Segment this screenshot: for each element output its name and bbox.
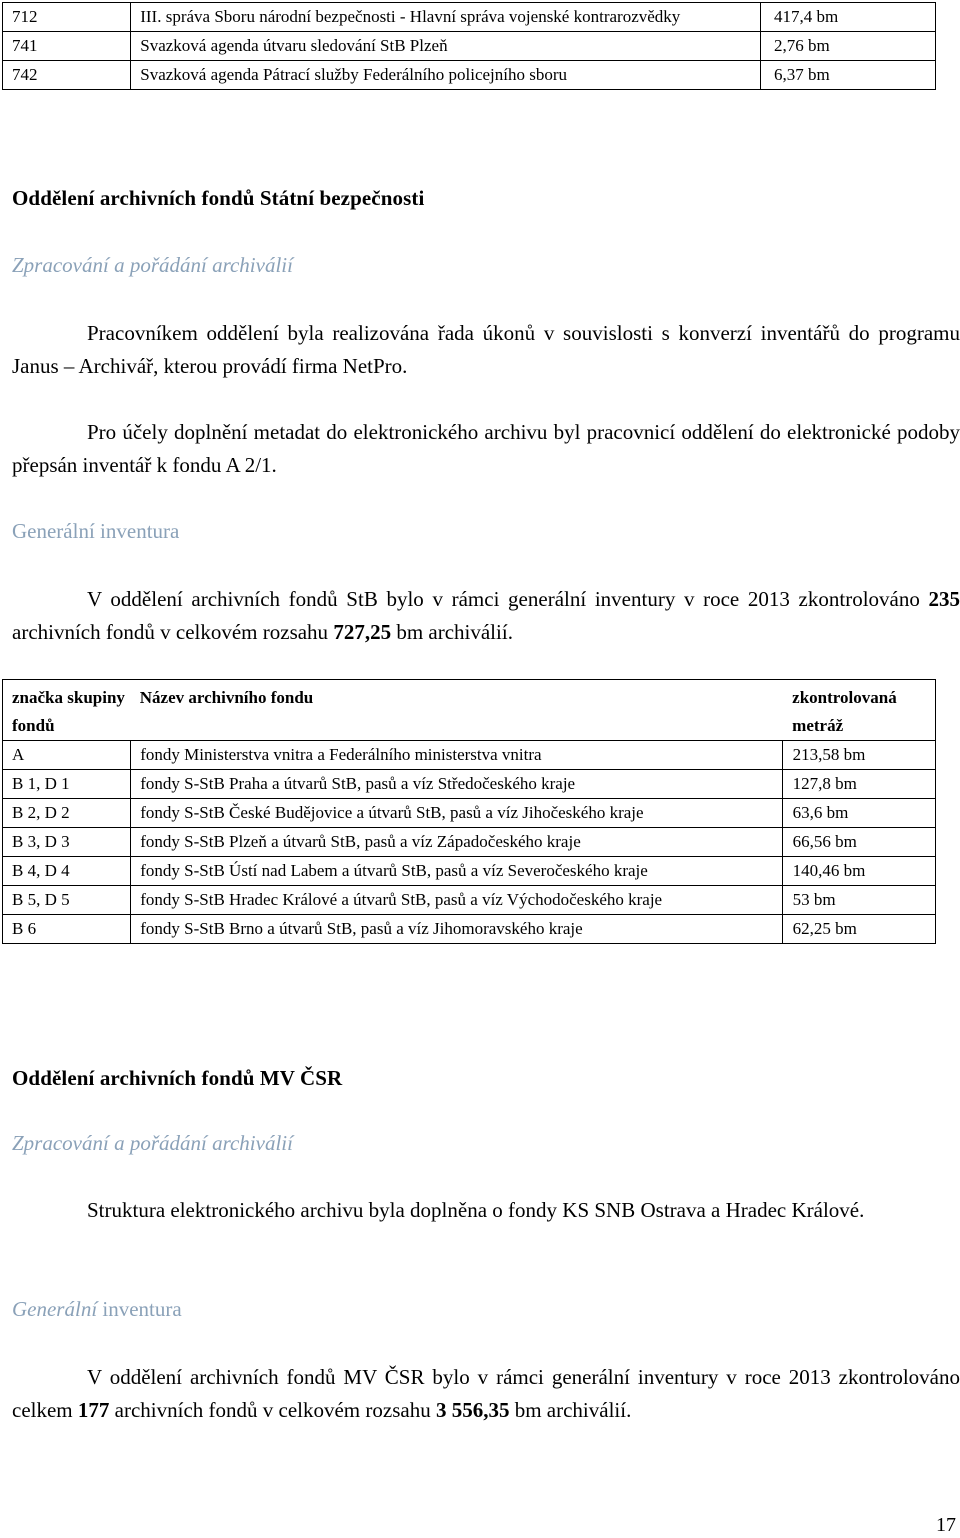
subheading-inventory: Generální inventura [12, 519, 180, 543]
table-row [3, 741, 936, 770]
paragraph-text: bm archiválií. [509, 1398, 632, 1422]
fond-name: Svazková agenda útvaru sledování StB Plzeň [131, 32, 761, 61]
paragraph-inventory-mv [12, 1361, 960, 1427]
subheading-inventory [12, 1297, 182, 1322]
count-fonds: 177 [77, 1398, 110, 1422]
table-row [3, 915, 936, 944]
fonds-summary-table [2, 2, 936, 90]
fond-size: 417,4 bm [761, 3, 936, 32]
table-row [3, 799, 936, 828]
count-fonds: 235 [928, 587, 960, 611]
table-row [3, 770, 936, 799]
total-size: 727,25 [333, 620, 392, 644]
section-heading-mv-csr: Oddělení archivních fondů MV ČSR [12, 1066, 343, 1090]
fond-name: fondy Ministerstva vnitra a Federálního ministerstva vnitra [131, 741, 782, 770]
fond-size: 53 bm [782, 886, 935, 915]
fond-size: 66,56 bm [782, 828, 935, 857]
fond-code: 742 [3, 61, 131, 90]
fond-name: fondy S-StB Praha a útvarů StB, pasů a víz Středočeského kraje [131, 770, 782, 799]
fond-mark: B 6 [3, 915, 131, 944]
fond-size: 62,25 bm [782, 915, 935, 944]
table-row [3, 61, 936, 90]
paragraph-text: Pro účely doplnění metadat do elektronického archivu byl pracovnicí oddělení do elektronické podoby přepsán inventář k fondu A 2/1. [12, 420, 960, 477]
header-size: zkontrolovaná metráž [782, 680, 935, 741]
fond-name: Svazková agenda Pátrací služby Federálního policejního sboru [131, 61, 761, 90]
fond-size: 2,76 bm [761, 32, 936, 61]
header-mark: značka skupiny fondů [3, 680, 131, 741]
fond-size: 6,37 bm [761, 61, 936, 90]
subheading-part: inventura [97, 1297, 182, 1321]
fond-mark: B 4, D 4 [3, 857, 131, 886]
subheading-processing: Zpracování a pořádání archiválií [12, 1131, 293, 1155]
section-heading-stb: Oddělení archivních fondů Státní bezpečnosti [12, 186, 425, 210]
fond-mark: A [3, 741, 131, 770]
inventory-table [2, 679, 936, 944]
paragraph-inventory-stb [12, 583, 960, 649]
paragraph-conversion [12, 317, 960, 383]
table-row [3, 886, 936, 915]
fond-mark: B 1, D 1 [3, 770, 131, 799]
paragraph-text: Pracovníkem oddělení byla realizována řada úkonů v souvislosti s konverzí inventářů do programu Janus – Archivář, kterou provádí firma NetPro. [12, 321, 960, 378]
fond-code: 741 [3, 32, 131, 61]
paragraph-text: V oddělení archivních fondů StB bylo v rámci generální inventury v roce 2013 zkontrolováno [87, 587, 929, 611]
fond-mark: B 5, D 5 [3, 886, 131, 915]
header-name: Název archivního fondu [131, 680, 782, 741]
fond-name: fondy S-StB Plzeň a útvarů StB, pasů a víz Západočeského kraje [131, 828, 782, 857]
subheading-part: Generální [12, 1297, 98, 1321]
fond-name: III. správa Sboru národní bezpečnosti - Hlavní správa vojenské kontrarozvědky [131, 3, 761, 32]
fond-size: 127,8 bm [782, 770, 935, 799]
page-number: 17 [936, 1514, 956, 1536]
fond-name: fondy S-StB Hradec Králové a útvarů StB, pasů a víz Východočeského kraje [131, 886, 782, 915]
table-row [3, 857, 936, 886]
table-row [3, 32, 936, 61]
paragraph-structure [12, 1194, 960, 1227]
paragraph-text: Struktura elektronického archivu byla doplněna o fondy KS SNB Ostrava a Hradec Králové. [87, 1198, 865, 1222]
total-size: 3 556,35 [435, 1398, 510, 1422]
paragraph-text: archivních fondů v celkovém rozsahu [109, 1398, 436, 1422]
fond-mark: B 3, D 3 [3, 828, 131, 857]
table-header-row [3, 680, 936, 741]
paragraph-metadata [12, 416, 960, 482]
fond-size: 213,58 bm [782, 741, 935, 770]
fond-name: fondy S-StB Brno a útvarů StB, pasů a víz Jihomoravského kraje [131, 915, 782, 944]
fond-name: fondy S-StB České Budějovice a útvarů StB, pasů a víz Jihočeského kraje [131, 799, 782, 828]
fond-name: fondy S-StB Ústí nad Labem a útvarů StB, pasů a víz Severočeského kraje [131, 857, 782, 886]
fond-mark: B 2, D 2 [3, 799, 131, 828]
paragraph-text: V oddělení archivních fondů MV ČSR bylo v rámci generální inventury v roce 2013 zkontrolováno celkem [12, 1365, 960, 1422]
table-row [3, 3, 936, 32]
fond-code: 712 [3, 3, 131, 32]
table-row [3, 828, 936, 857]
fond-size: 140,46 bm [782, 857, 935, 886]
fond-size: 63,6 bm [782, 799, 935, 828]
subheading-processing: Zpracování a pořádání archiválií [12, 253, 293, 277]
paragraph-text: bm archiválií. [391, 620, 513, 644]
paragraph-text: archivních fondů v celkovém rozsahu [12, 620, 334, 644]
